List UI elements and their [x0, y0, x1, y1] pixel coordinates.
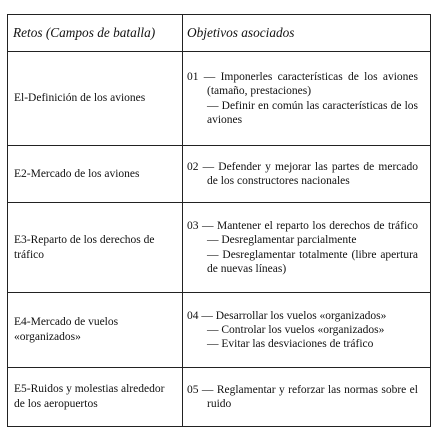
objectives-cell — [183, 368, 431, 427]
objective-line: 02 — Defender y mejorar las partes de mercado de los constructores nacionales — [187, 160, 418, 187]
objective-line: 04 — Desarrollar los vuelos «organizados» — [187, 309, 387, 322]
table-row — [8, 293, 431, 368]
header-challenges: Retos (Campos de batalla) — [8, 15, 183, 52]
objective-line: — Desreglamentar totalmente (libre apertura de nuevas líneas) — [207, 248, 418, 275]
objective-line: — Controlar los vuelos «organizados» — [207, 323, 385, 336]
objectives-cell — [183, 52, 431, 146]
challenge-cell: E4-Mercado de vuelos «organizados» — [8, 293, 183, 368]
objectives-cell — [183, 203, 431, 293]
table-row — [8, 146, 431, 203]
header-objectives: Objetivos asociados — [183, 15, 431, 52]
table-row — [8, 368, 431, 427]
challenge-cell: E5-Ruidos y molestias alrededor de los aeropuertos — [8, 368, 183, 427]
challenge-cell: E2-Mercado de los aviones — [8, 146, 183, 203]
objective-line: 05 — Reglamentar y reforzar las normas sobre el ruido — [187, 383, 418, 410]
table-row — [8, 203, 431, 293]
objective-line: — Definir en común las características de los aviones — [207, 99, 418, 126]
challenge-cell: E3-Reparto de los derechos de tráfico — [8, 203, 183, 293]
table-row — [8, 52, 431, 146]
objectives-cell — [183, 293, 431, 368]
objective-line: 03 — Mantener el reparto los derechos de tráfico — Desreglamentar parcialmente — [187, 220, 418, 247]
objective-line: 01 — Imponerles características de los aviones (tamaño, prestaciones) — [187, 71, 418, 98]
challenges-objectives-table — [7, 14, 431, 427]
table-header-row — [8, 15, 431, 52]
challenge-cell: El-Definición de los aviones — [8, 52, 183, 146]
objective-line: — Evitar las desviaciones de tráfico — [207, 338, 374, 351]
objectives-cell — [183, 146, 431, 203]
